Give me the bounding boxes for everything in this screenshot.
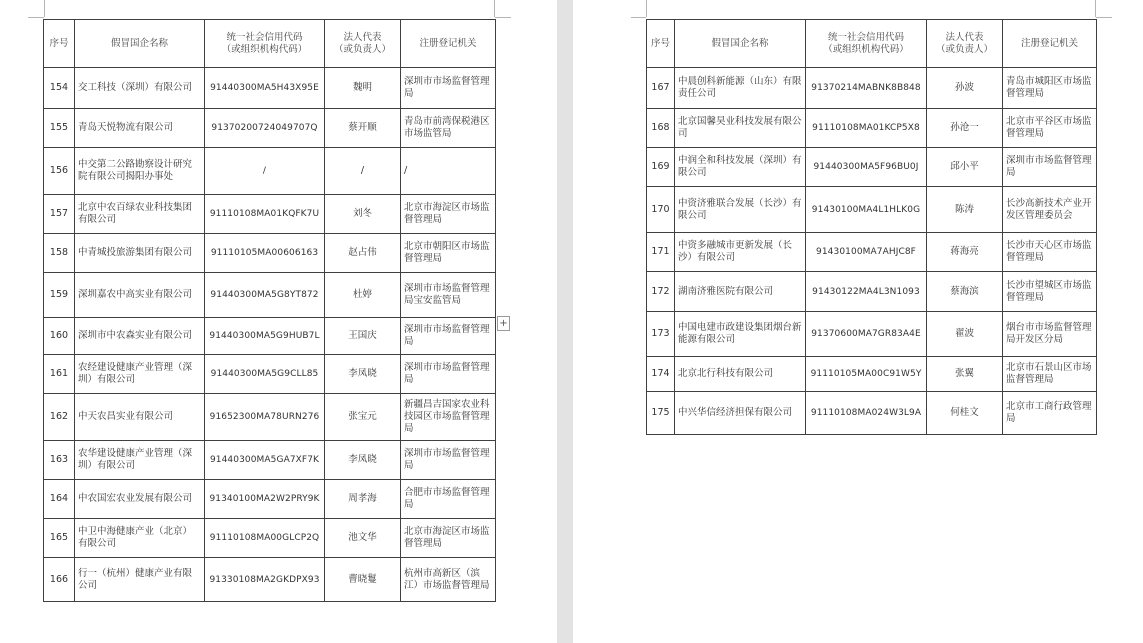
table-row	[44, 519, 496, 558]
row-number: 168	[647, 109, 675, 148]
credit-code: 91370200724049707Q	[205, 109, 325, 148]
table-row	[44, 441, 496, 480]
registration-authority: 北京市朝阳区市场监督管理局	[401, 234, 496, 273]
row-number: 154	[44, 68, 75, 109]
add-column-button[interactable]: +	[497, 316, 510, 331]
row-number: 155	[44, 109, 75, 148]
registration-authority: 深圳市市场监督管理局	[401, 355, 496, 394]
credit-code: 91110105MA00606163	[205, 234, 325, 273]
crop-mark	[1096, 17, 1112, 18]
enterprise-name: 深圳市中农森实业有限公司	[75, 318, 205, 355]
row-number: 174	[647, 357, 675, 392]
table-row	[647, 148, 1097, 187]
table-row	[647, 109, 1097, 148]
crop-mark	[646, 0, 647, 17]
enterprise-table-right	[646, 19, 1097, 435]
table-row	[647, 272, 1097, 312]
enterprise-name: 中交第二公路勘察设计研究院有限公司揭阳办事处	[75, 148, 205, 195]
legal-representative: 周孝海	[325, 480, 401, 519]
credit-code: 91652300MA78URN276	[205, 394, 325, 441]
enterprise-name: 中润全和科技发展（深圳）有限公司	[675, 148, 806, 187]
registration-authority: 青岛市前湾保税港区市场监管局	[401, 109, 496, 148]
row-number: 173	[647, 312, 675, 357]
row-number: 169	[647, 148, 675, 187]
registration-authority: 新疆昌吉国家农业科技园区市场监督管理局	[401, 394, 496, 441]
header-org: 注册登记机关	[1003, 20, 1097, 68]
enterprise-name: 北京国馨昊业科技发展有限公司	[675, 109, 806, 148]
legal-representative: 蔡开顺	[325, 109, 401, 148]
enterprise-name: 中资济雅联合发展（长沙）有限公司	[675, 187, 806, 233]
legal-representative: 蔡海滨	[927, 272, 1003, 312]
enterprise-name: 中青城投旅游集团有限公司	[75, 234, 205, 273]
legal-representative: 孙波	[927, 68, 1003, 109]
credit-code: 91110108MA00GLCP2Q	[205, 519, 325, 558]
credit-code: 91440300MA5H43X95E	[205, 68, 325, 109]
crop-mark	[495, 17, 511, 18]
table-row	[647, 68, 1097, 109]
credit-code: 91430122MA4L3N1093	[806, 272, 927, 312]
row-number: 158	[44, 234, 75, 273]
table-row	[44, 318, 496, 355]
legal-representative: 张宝元	[325, 394, 401, 441]
row-number: 161	[44, 355, 75, 394]
enterprise-name: 农经建设健康产业管理（深圳）有限公司	[75, 355, 205, 394]
credit-code: 91440300MA5G9CLL85	[205, 355, 325, 394]
page-gutter	[557, 0, 573, 643]
table-header-row	[647, 20, 1097, 68]
table-row	[647, 187, 1097, 233]
registration-authority: 长沙市天心区市场监督管理局	[1003, 233, 1097, 272]
crop-mark	[44, 0, 45, 17]
row-number: 159	[44, 273, 75, 318]
crop-mark	[494, 0, 495, 17]
table-row	[44, 558, 496, 602]
enterprise-name: 中兴华信经济担保有限公司	[675, 392, 806, 435]
registration-authority: 北京市平谷区市场监督管理局	[1003, 109, 1097, 148]
table-row	[647, 357, 1097, 392]
credit-code: 91370214MABNK8B848	[806, 68, 927, 109]
crop-mark	[631, 17, 646, 18]
header-rep: 法人代表 （或负责人）	[927, 20, 1003, 68]
header-org: 注册登记机关	[401, 20, 496, 68]
enterprise-name: 青岛天悦物流有限公司	[75, 109, 205, 148]
credit-code: 91110108MA01KCP5X8	[806, 109, 927, 148]
credit-code: 91110105MA00C91W5Y	[806, 357, 927, 392]
row-number: 157	[44, 195, 75, 234]
legal-representative: 邱小平	[927, 148, 1003, 187]
row-number: 166	[44, 558, 75, 602]
row-number: 160	[44, 318, 75, 355]
enterprise-name: 行一（杭州）健康产业有限公司	[75, 558, 205, 602]
credit-code: 91340100MA2W2PRY9K	[205, 480, 325, 519]
legal-representative: 翟波	[927, 312, 1003, 357]
registration-authority: /	[401, 148, 496, 195]
legal-representative: 曹晓鬘	[325, 558, 401, 602]
enterprise-table-left	[43, 19, 496, 602]
credit-code: 91430100MA4L1HLK0G	[806, 187, 927, 233]
header-no: 序号	[647, 20, 675, 68]
legal-representative: 何桂文	[927, 392, 1003, 435]
enterprise-name: 北京中农百绿农业科技集团有限公司	[75, 195, 205, 234]
registration-authority: 合肥市市场监督管理局	[401, 480, 496, 519]
legal-representative: 刘冬	[325, 195, 401, 234]
legal-representative: 张翼	[927, 357, 1003, 392]
legal-representative: 陈涛	[927, 187, 1003, 233]
table-header-row	[44, 20, 496, 68]
enterprise-name: 北京北行科技有限公司	[675, 357, 806, 392]
credit-code: /	[205, 148, 325, 195]
enterprise-name: 中晨创科新能源（山东）有限责任公司	[675, 68, 806, 109]
header-code: 统一社会信用代码 （或组织机构代码）	[205, 20, 325, 68]
enterprise-name: 中卫中海健康产业（北京）有限公司	[75, 519, 205, 558]
legal-representative: 王国庆	[325, 318, 401, 355]
header-rep: 法人代表 （或负责人）	[325, 20, 401, 68]
table-row	[44, 68, 496, 109]
legal-representative: /	[325, 148, 401, 195]
enterprise-name: 中农国宏农业发展有限公司	[75, 480, 205, 519]
registration-authority: 深圳市市场监督管理局	[1003, 148, 1097, 187]
row-number: 171	[647, 233, 675, 272]
row-number: 163	[44, 441, 75, 480]
legal-representative: 李凤晓	[325, 441, 401, 480]
registration-authority: 长沙高新技术产业开发区管理委员会	[1003, 187, 1097, 233]
table-row	[44, 195, 496, 234]
registration-authority: 北京市石景山区市场监督管理局	[1003, 357, 1097, 392]
enterprise-name: 中资多融城市更新发展（长沙）有限公司	[675, 233, 806, 272]
table-row	[647, 312, 1097, 357]
row-number: 172	[647, 272, 675, 312]
row-number: 162	[44, 394, 75, 441]
credit-code: 91370600MA7GR83A4E	[806, 312, 927, 357]
credit-code: 91110108MA01KQFK7U	[205, 195, 325, 234]
table-row	[44, 480, 496, 519]
legal-representative: 魏明	[325, 68, 401, 109]
enterprise-name: 中国电建市政建设集团烟台新能源有限公司	[675, 312, 806, 357]
registration-authority: 深圳市市场监督管理局宝安监管局	[401, 273, 496, 318]
row-number: 164	[44, 480, 75, 519]
credit-code: 91430100MA7AHJC8F	[806, 233, 927, 272]
credit-code: 91440300MA5G9HUB7L	[205, 318, 325, 355]
registration-authority: 北京市海淀区市场监督管理局	[401, 519, 496, 558]
credit-code: 91330108MA2GKDPX93	[205, 558, 325, 602]
registration-authority: 烟台市市场监督管理局开发区分局	[1003, 312, 1097, 357]
enterprise-name: 湖南济雅医院有限公司	[675, 272, 806, 312]
credit-code: 91110108MA024W3L9A	[806, 392, 927, 435]
header-code: 统一社会信用代码 （或组织机构代码）	[806, 20, 927, 68]
registration-authority: 深圳市市场监督管理局	[401, 441, 496, 480]
credit-code: 91440300MA5G8YT872	[205, 273, 325, 318]
legal-representative: 李凤晓	[325, 355, 401, 394]
crop-mark	[1095, 0, 1096, 17]
registration-authority: 北京市工商行政管理局	[1003, 392, 1097, 435]
table-row	[44, 394, 496, 441]
table-row	[44, 273, 496, 318]
crop-mark	[28, 17, 44, 18]
row-number: 156	[44, 148, 75, 195]
credit-code: 91440300MA5GA7XF7K	[205, 441, 325, 480]
row-number: 165	[44, 519, 75, 558]
legal-representative: 蒋海亮	[927, 233, 1003, 272]
header-name: 假冒国企名称	[675, 20, 806, 68]
registration-authority: 深圳市市场监督管理局	[401, 318, 496, 355]
table-row	[44, 148, 496, 195]
enterprise-name: 农华建设健康产业管理（深圳）有限公司	[75, 441, 205, 480]
legal-representative: 赵占伟	[325, 234, 401, 273]
credit-code: 91440300MA5F96BU0J	[806, 148, 927, 187]
enterprise-name: 交工科技（深圳）有限公司	[75, 68, 205, 109]
enterprise-name: 深圳嘉农中高实业有限公司	[75, 273, 205, 318]
table-row	[44, 355, 496, 394]
registration-authority: 杭州市高新区（滨江）市场监督管理局	[401, 558, 496, 602]
header-no: 序号	[44, 20, 75, 68]
registration-authority: 北京市海淀区市场监督管理局	[401, 195, 496, 234]
row-number: 170	[647, 187, 675, 233]
registration-authority: 青岛市城阳区市场监督管理局	[1003, 68, 1097, 109]
row-number: 167	[647, 68, 675, 109]
legal-representative: 杜婷	[325, 273, 401, 318]
row-number: 175	[647, 392, 675, 435]
registration-authority: 深圳市市场监督管理局	[401, 68, 496, 109]
legal-representative: 孙沧一	[927, 109, 1003, 148]
enterprise-name: 中天农昌实业有限公司	[75, 394, 205, 441]
table-row	[44, 234, 496, 273]
header-name: 假冒国企名称	[75, 20, 205, 68]
registration-authority: 长沙市望城区市场监督管理局	[1003, 272, 1097, 312]
legal-representative: 池文华	[325, 519, 401, 558]
table-row	[647, 392, 1097, 435]
table-row	[647, 233, 1097, 272]
table-row	[44, 109, 496, 148]
